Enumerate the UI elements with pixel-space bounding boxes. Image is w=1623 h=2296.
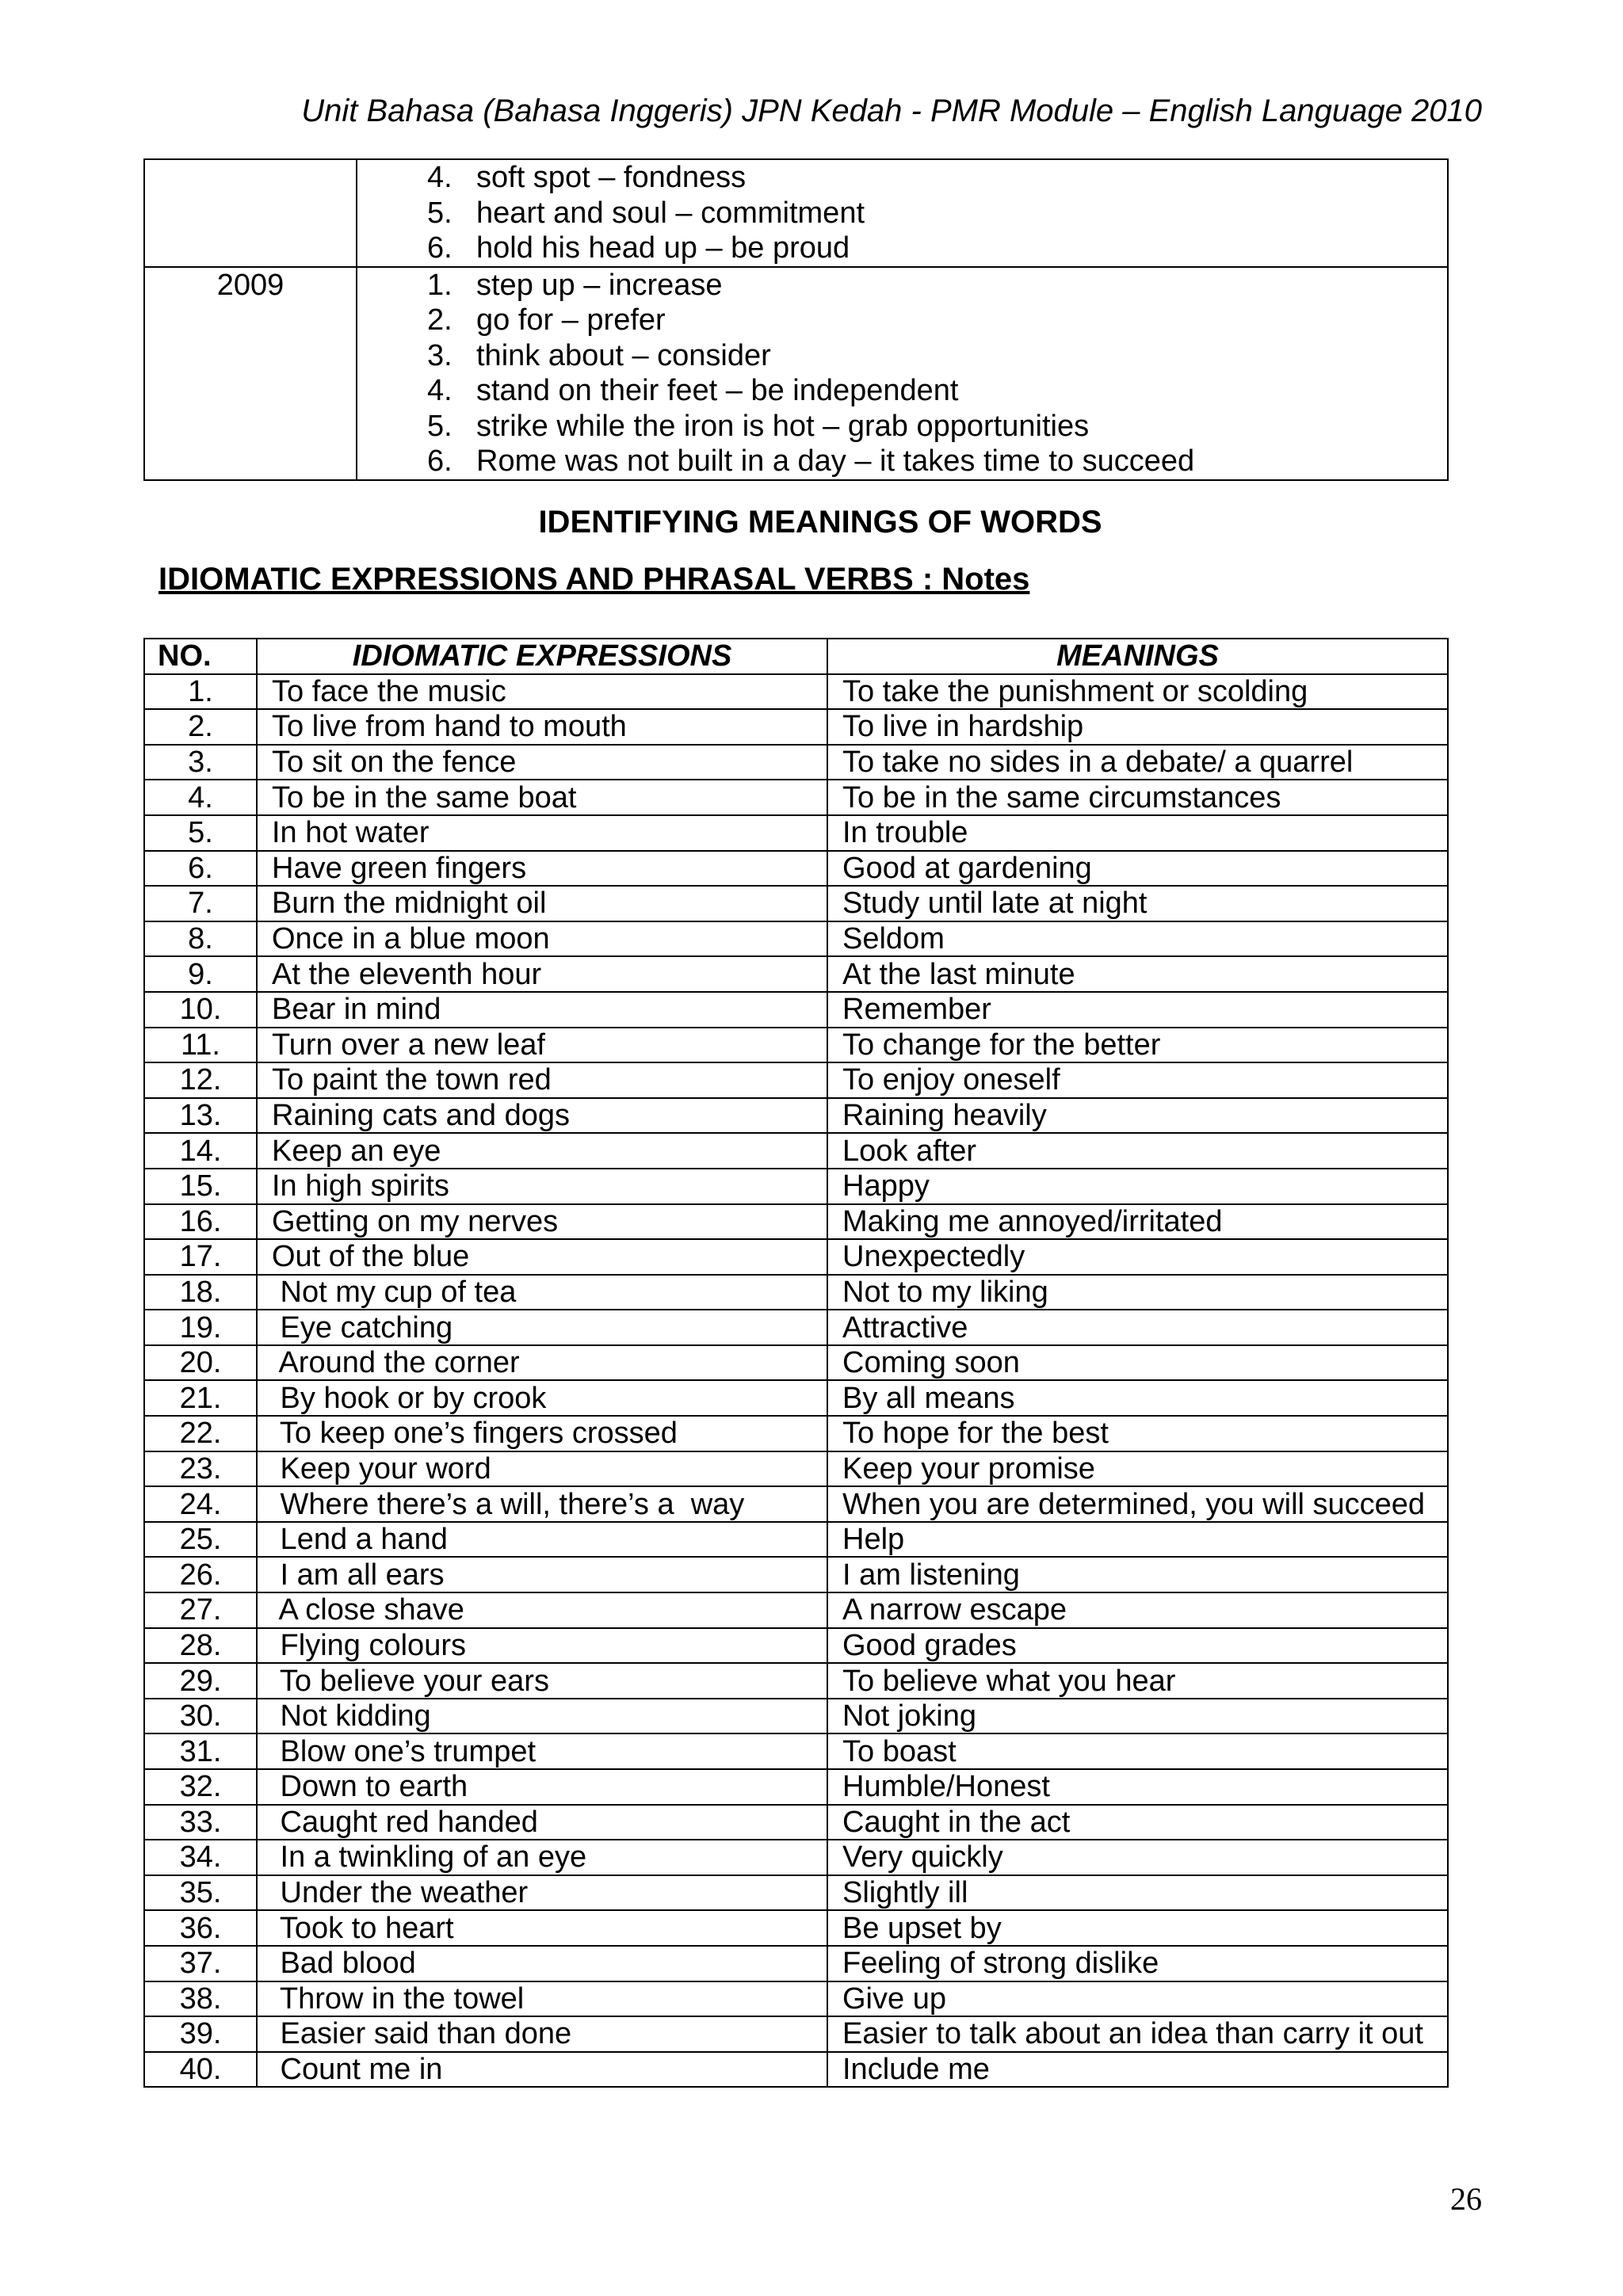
row-number: 24. bbox=[144, 1486, 257, 1522]
answer-text: think about – consider bbox=[476, 338, 771, 372]
answers-list bbox=[357, 268, 1447, 479]
answer-text: heart and soul – commitment bbox=[476, 196, 865, 230]
row-number: 14. bbox=[144, 1133, 257, 1169]
answer-number: 4. bbox=[427, 374, 453, 407]
answer-item bbox=[357, 409, 1447, 444]
idiom-expression: A close shave bbox=[257, 1592, 827, 1628]
idiom-expression: To believe your ears bbox=[257, 1663, 827, 1699]
idiom-meaning: Caught in the act bbox=[827, 1805, 1448, 1840]
idiom-meaning: Happy bbox=[827, 1169, 1448, 1204]
row-number: 34. bbox=[144, 1840, 257, 1875]
idiom-meaning: Humble/Honest bbox=[827, 1769, 1448, 1805]
row-number: 38. bbox=[144, 1981, 257, 2017]
row-number: 7. bbox=[144, 886, 257, 921]
answer-number: 2. bbox=[427, 303, 453, 337]
row-number: 16. bbox=[144, 1204, 257, 1240]
idiom-meaning: Feeling of strong dislike bbox=[827, 1946, 1448, 1981]
row-number: 39. bbox=[144, 2016, 257, 2052]
idiom-meaning: Help bbox=[827, 1522, 1448, 1558]
idiom-meaning: Attractive bbox=[827, 1310, 1448, 1345]
idiom-expression: To sit on the fence bbox=[257, 745, 827, 780]
idioms-header-row bbox=[144, 639, 1448, 674]
idiom-meaning: At the last minute bbox=[827, 956, 1448, 992]
table-row bbox=[144, 709, 1448, 745]
idiom-meaning: Coming soon bbox=[827, 1345, 1448, 1381]
idiom-meaning: Raining heavily bbox=[827, 1098, 1448, 1134]
idiom-expression: In high spirits bbox=[257, 1169, 827, 1204]
answer-item bbox=[357, 268, 1447, 303]
row-number: 3. bbox=[144, 745, 257, 780]
row-number: 13. bbox=[144, 1098, 257, 1134]
idiom-meaning: To live in hardship bbox=[827, 709, 1448, 745]
row-number: 9. bbox=[144, 956, 257, 992]
table-row bbox=[144, 1204, 1448, 1240]
row-number: 17. bbox=[144, 1239, 257, 1275]
table-row bbox=[144, 1733, 1448, 1769]
idiom-meaning: To take no sides in a debate/ a quarrel bbox=[827, 745, 1448, 780]
header-no: NO. bbox=[144, 639, 257, 674]
idiom-expression: Keep an eye bbox=[257, 1133, 827, 1169]
idiom-meaning: To believe what you hear bbox=[827, 1663, 1448, 1699]
row-number: 29. bbox=[144, 1663, 257, 1699]
idiom-expression: To be in the same boat bbox=[257, 780, 827, 815]
idiom-expression: Blow one’s trumpet bbox=[257, 1733, 827, 1769]
idiom-expression: Eye catching bbox=[257, 1310, 827, 1345]
table-row bbox=[144, 745, 1448, 780]
idiom-expression: Down to earth bbox=[257, 1769, 827, 1805]
table-row bbox=[144, 1557, 1448, 1592]
table-row bbox=[144, 1239, 1448, 1275]
row-number: 33. bbox=[144, 1805, 257, 1840]
idiom-meaning: By all means bbox=[827, 1380, 1448, 1416]
idiom-expression: To keep one’s fingers crossed bbox=[257, 1416, 827, 1451]
idiom-expression: Have green fingers bbox=[257, 851, 827, 887]
idiom-meaning: To be in the same circumstances bbox=[827, 780, 1448, 815]
table-row bbox=[144, 2052, 1448, 2088]
idiom-expression: Burn the midnight oil bbox=[257, 886, 827, 921]
idiom-expression: Raining cats and dogs bbox=[257, 1098, 827, 1134]
row-number: 27. bbox=[144, 1592, 257, 1628]
answer-number: 6. bbox=[427, 231, 453, 265]
table-row bbox=[144, 956, 1448, 992]
row-number: 18. bbox=[144, 1275, 257, 1310]
idiom-meaning: To hope for the best bbox=[827, 1416, 1448, 1451]
idiom-meaning: Give up bbox=[827, 1981, 1448, 2017]
answer-item bbox=[357, 373, 1447, 409]
table-row bbox=[144, 1663, 1448, 1699]
idiom-meaning: Not to my liking bbox=[827, 1275, 1448, 1310]
table-row bbox=[144, 1628, 1448, 1664]
table-row bbox=[144, 921, 1448, 957]
answer-number: 5. bbox=[427, 409, 453, 443]
idiom-meaning: To take the punishment or scolding bbox=[827, 674, 1448, 710]
answer-number: 1. bbox=[427, 268, 453, 302]
previous-table-row bbox=[144, 267, 1448, 480]
table-row bbox=[144, 1028, 1448, 1063]
row-number: 15. bbox=[144, 1169, 257, 1204]
row-number: 31. bbox=[144, 1733, 257, 1769]
idiom-meaning: A narrow escape bbox=[827, 1592, 1448, 1628]
idiom-meaning: Not joking bbox=[827, 1699, 1448, 1734]
idiom-expression: Keep your word bbox=[257, 1451, 827, 1487]
row-number: 21. bbox=[144, 1380, 257, 1416]
table-row bbox=[144, 1522, 1448, 1558]
table-row bbox=[144, 1875, 1448, 1911]
idiom-expression: Not kidding bbox=[257, 1699, 827, 1734]
idiom-expression: Lend a hand bbox=[257, 1522, 827, 1558]
answer-item bbox=[357, 444, 1447, 479]
table-row bbox=[144, 1416, 1448, 1451]
answer-text: step up – increase bbox=[476, 268, 723, 302]
previous-answers-table bbox=[143, 158, 1449, 481]
year-cell bbox=[144, 159, 357, 267]
idiom-expression: Easier said than done bbox=[257, 2016, 827, 2052]
table-row bbox=[144, 674, 1448, 710]
row-number: 28. bbox=[144, 1628, 257, 1664]
idiom-expression: Around the corner bbox=[257, 1345, 827, 1381]
row-number: 20. bbox=[144, 1345, 257, 1381]
idiom-expression: Out of the blue bbox=[257, 1239, 827, 1275]
answer-text: Rome was not built in a day – it takes time to succeed bbox=[476, 444, 1195, 478]
table-row bbox=[144, 1805, 1448, 1840]
idiom-meaning: Study until late at night bbox=[827, 886, 1448, 921]
idiom-meaning: Very quickly bbox=[827, 1840, 1448, 1875]
idiom-meaning: Remember bbox=[827, 992, 1448, 1028]
row-number: 25. bbox=[144, 1522, 257, 1558]
answers-cell bbox=[357, 159, 1448, 267]
sub-title: IDIOMATIC EXPRESSIONS AND PHRASAL VERBS : Notes bbox=[158, 562, 1030, 597]
table-row bbox=[144, 1486, 1448, 1522]
idiom-expression: To face the music bbox=[257, 674, 827, 710]
table-row bbox=[144, 1275, 1448, 1310]
row-number: 4. bbox=[144, 780, 257, 815]
idiom-expression: Count me in bbox=[257, 2052, 827, 2088]
idiom-meaning: Include me bbox=[827, 2052, 1448, 2088]
row-number: 12. bbox=[144, 1062, 257, 1098]
answer-text: go for – prefer bbox=[476, 303, 666, 337]
table-row bbox=[144, 851, 1448, 887]
idiom-meaning: Unexpectedly bbox=[827, 1239, 1448, 1275]
row-number: 5. bbox=[144, 815, 257, 851]
answer-text: stand on their feet – be independent bbox=[476, 374, 959, 407]
idiom-expression: By hook or by crook bbox=[257, 1380, 827, 1416]
table-row bbox=[144, 992, 1448, 1028]
table-row bbox=[144, 1769, 1448, 1805]
idiom-expression: Under the weather bbox=[257, 1875, 827, 1911]
idiom-meaning: Keep your promise bbox=[827, 1451, 1448, 1487]
table-row bbox=[144, 1840, 1448, 1875]
row-number: 10. bbox=[144, 992, 257, 1028]
row-number: 1. bbox=[144, 674, 257, 710]
row-number: 11. bbox=[144, 1028, 257, 1063]
row-number: 19. bbox=[144, 1310, 257, 1345]
header-meaning: MEANINGS bbox=[827, 639, 1448, 674]
idiom-meaning: Seldom bbox=[827, 921, 1448, 957]
idiom-expression: Turn over a new leaf bbox=[257, 1028, 827, 1063]
idiom-meaning: Look after bbox=[827, 1133, 1448, 1169]
answers-list bbox=[357, 160, 1447, 266]
answer-number: 5. bbox=[427, 196, 453, 230]
row-number: 23. bbox=[144, 1451, 257, 1487]
idiom-meaning: Slightly ill bbox=[827, 1875, 1448, 1911]
row-number: 32. bbox=[144, 1769, 257, 1805]
header-expression: IDIOMATIC EXPRESSIONS bbox=[257, 639, 827, 674]
idiom-expression: In a twinkling of an eye bbox=[257, 1840, 827, 1875]
idiom-expression: Bear in mind bbox=[257, 992, 827, 1028]
table-row bbox=[144, 1451, 1448, 1487]
answer-text: strike while the iron is hot – grab opportunities bbox=[476, 409, 1090, 443]
answer-text: soft spot – fondness bbox=[476, 161, 747, 194]
idiom-expression: Flying colours bbox=[257, 1628, 827, 1664]
idiom-meaning: In trouble bbox=[827, 815, 1448, 851]
table-row bbox=[144, 1133, 1448, 1169]
table-row bbox=[144, 1169, 1448, 1204]
row-number: 2. bbox=[144, 709, 257, 745]
section-title: IDENTIFYING MEANINGS OF WORDS bbox=[538, 505, 1102, 540]
answer-item bbox=[357, 231, 1447, 266]
previous-table-row bbox=[144, 159, 1448, 267]
table-row bbox=[144, 1699, 1448, 1734]
answers-cell bbox=[357, 267, 1448, 480]
table-row bbox=[144, 1592, 1448, 1628]
idiom-meaning: Making me annoyed/irritated bbox=[827, 1204, 1448, 1240]
row-number: 8. bbox=[144, 921, 257, 957]
idiom-expression: Bad blood bbox=[257, 1946, 827, 1981]
row-number: 22. bbox=[144, 1416, 257, 1451]
answer-text: hold his head up – be proud bbox=[476, 231, 850, 265]
row-number: 36. bbox=[144, 1910, 257, 1946]
idiom-meaning: Good at gardening bbox=[827, 851, 1448, 887]
row-number: 37. bbox=[144, 1946, 257, 1981]
answer-item bbox=[357, 338, 1447, 374]
answer-item bbox=[357, 303, 1447, 338]
idiom-expression: Where there’s a will, there’s a way bbox=[257, 1486, 827, 1522]
table-row bbox=[144, 1098, 1448, 1134]
table-row bbox=[144, 2016, 1448, 2052]
answer-number: 4. bbox=[427, 161, 453, 194]
row-number: 40. bbox=[144, 2052, 257, 2088]
idiom-expression: In hot water bbox=[257, 815, 827, 851]
table-row bbox=[144, 1310, 1448, 1345]
idioms-table bbox=[143, 638, 1449, 2088]
running-header: Unit Bahasa (Bahasa Inggeris) JPN Kedah - PMR Module – English Language 2010 bbox=[301, 93, 1482, 128]
idiom-meaning: When you are determined, you will succeed bbox=[827, 1486, 1448, 1522]
idiom-expression: Caught red handed bbox=[257, 1805, 827, 1840]
idiom-meaning: Easier to talk about an idea than carry it out bbox=[827, 2016, 1448, 2052]
answer-number: 3. bbox=[427, 338, 453, 372]
table-row bbox=[144, 1380, 1448, 1416]
idiom-expression: Not my cup of tea bbox=[257, 1275, 827, 1310]
idiom-expression: Throw in the towel bbox=[257, 1981, 827, 2017]
page-number: 26 bbox=[1450, 2181, 1482, 2217]
idiom-meaning: To boast bbox=[827, 1733, 1448, 1769]
table-row bbox=[144, 1910, 1448, 1946]
idiom-meaning: I am listening bbox=[827, 1557, 1448, 1592]
idiom-meaning: Good grades bbox=[827, 1628, 1448, 1664]
idiom-meaning: Be upset by bbox=[827, 1910, 1448, 1946]
idiom-meaning: To change for the better bbox=[827, 1028, 1448, 1063]
answer-number: 6. bbox=[427, 444, 453, 478]
table-row bbox=[144, 1345, 1448, 1381]
idiom-expression: Took to heart bbox=[257, 1910, 827, 1946]
idiom-meaning: To enjoy oneself bbox=[827, 1062, 1448, 1098]
row-number: 30. bbox=[144, 1699, 257, 1734]
idiom-expression: I am all ears bbox=[257, 1557, 827, 1592]
table-row bbox=[144, 1981, 1448, 2017]
answer-item bbox=[357, 196, 1447, 231]
idiom-expression: To paint the town red bbox=[257, 1062, 827, 1098]
row-number: 26. bbox=[144, 1557, 257, 1592]
table-row bbox=[144, 886, 1448, 921]
table-row bbox=[144, 780, 1448, 815]
idiom-expression: At the eleventh hour bbox=[257, 956, 827, 992]
idiom-expression: To live from hand to mouth bbox=[257, 709, 827, 745]
idiom-expression: Once in a blue moon bbox=[257, 921, 827, 957]
year-cell: 2009 bbox=[144, 267, 357, 480]
answer-item bbox=[357, 160, 1447, 196]
row-number: 6. bbox=[144, 851, 257, 887]
row-number: 35. bbox=[144, 1875, 257, 1911]
table-row bbox=[144, 815, 1448, 851]
table-row bbox=[144, 1062, 1448, 1098]
table-row bbox=[144, 1946, 1448, 1981]
idiom-expression: Getting on my nerves bbox=[257, 1204, 827, 1240]
